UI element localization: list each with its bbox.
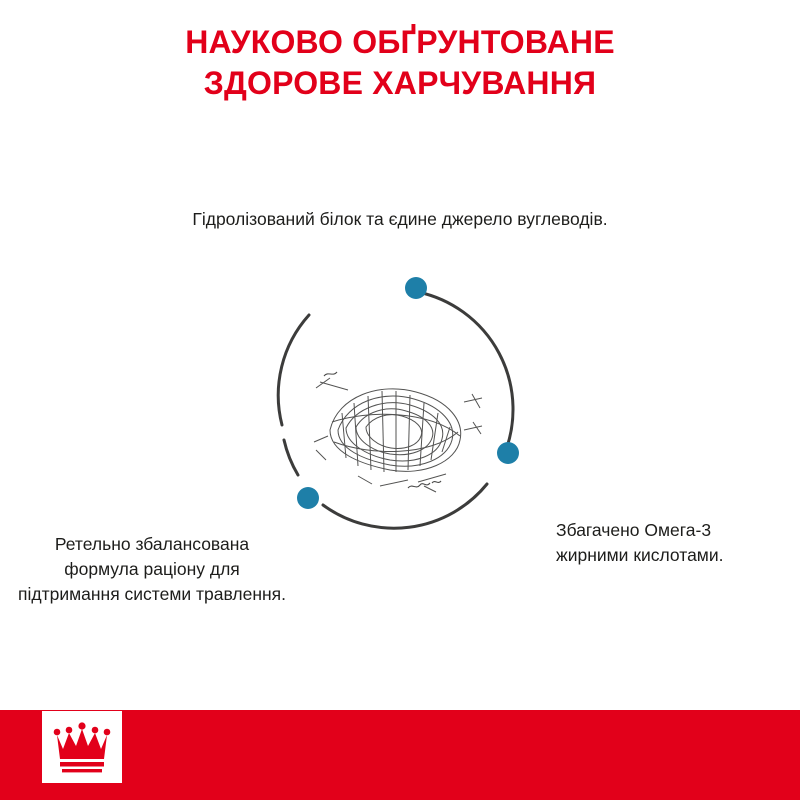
- page-title-line-1: НАУКОВО ОБҐРУНТОВАНЕ: [185, 24, 615, 60]
- footer-bar: [0, 710, 800, 800]
- dot-top-icon: [405, 277, 427, 299]
- callout-top-text: Гідролізований білок та єдине джерело вуглеводів.: [192, 209, 608, 229]
- page-title-line-2: ЗДОРОВЕ ХАРЧУВАННЯ: [203, 65, 597, 101]
- dot-left-icon: [297, 487, 319, 509]
- page-title: [0, 22, 800, 104]
- crown-icon: [54, 722, 111, 772]
- dot-right-icon: [497, 442, 519, 464]
- illustration-circle: [268, 270, 532, 560]
- royal-canin-logo: [42, 711, 122, 783]
- organ-sketch: [314, 378, 482, 492]
- callout-right-text: Збагачено Омега-3 жирними кислотами.: [556, 520, 724, 565]
- callout-left-text: Ретельно збалансована формула раціону для підтримання системи травлення.: [18, 534, 287, 604]
